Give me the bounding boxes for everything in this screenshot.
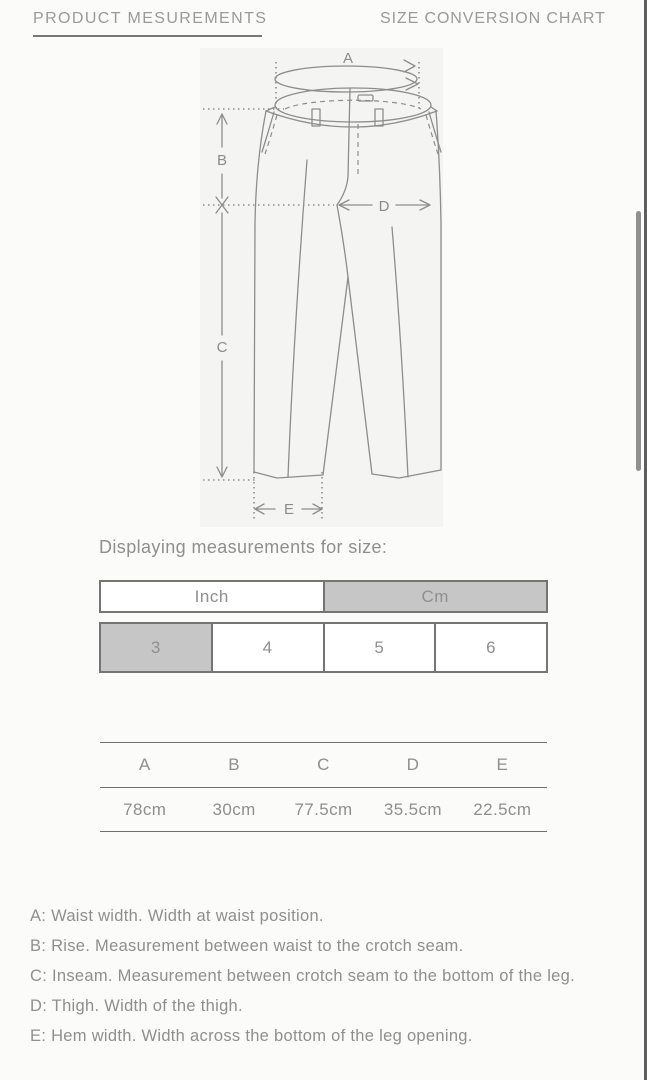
- right-hem: [372, 470, 441, 478]
- waistband-bottom-edge: [266, 111, 437, 127]
- value-hem: 22.5cm: [473, 799, 532, 819]
- legend-item-hem: E: Hem width. Width across the bottom of the leg opening.: [30, 1027, 473, 1045]
- rise-x-mark: [216, 197, 228, 213]
- value-inseam: 77.5cm: [294, 799, 353, 819]
- value-waist: 78cm: [123, 799, 167, 819]
- left-pocket-line: [262, 112, 274, 152]
- size-option-3[interactable]: 3: [99, 622, 213, 673]
- waist-arrowhead-top: [404, 60, 415, 72]
- legend-item-waist: A: Waist width. Width at waist position.: [30, 907, 324, 925]
- legend-item-thigh: D: Thigh. Width of the thigh.: [30, 997, 243, 1015]
- diagram-label-c: C: [216, 339, 228, 356]
- measurements-value-row: [100, 788, 547, 831]
- legend-item-inseam: C: Inseam. Measurement between crotch seam to the bottom of the leg.: [30, 967, 575, 985]
- measurements-table: [100, 742, 547, 832]
- size-selector: [99, 622, 548, 673]
- measurements-header-row: [100, 743, 547, 788]
- size-option-5[interactable]: 5: [323, 622, 437, 673]
- legend-item-rise: B: Rise. Measurement between waist to the crotch seam.: [30, 937, 464, 955]
- column-header-e: E: [496, 755, 509, 774]
- size-option-6[interactable]: 6: [434, 622, 548, 673]
- value-thigh: 35.5cm: [383, 799, 442, 819]
- diagram-label-e: E: [283, 501, 295, 518]
- window-edge: [644, 0, 647, 1080]
- tab-product-measurements[interactable]: PRODUCT MESUREMENTS: [33, 10, 268, 27]
- right-leg-crease: [392, 227, 408, 477]
- unit-option-cm[interactable]: Cm: [323, 580, 549, 613]
- size-option-4[interactable]: 4: [211, 622, 325, 673]
- value-rise: 30cm: [212, 799, 256, 819]
- size-prompt: Displaying measurements for size:: [99, 537, 388, 557]
- unit-selector: [99, 580, 548, 613]
- column-header-a: A: [138, 755, 151, 774]
- crotch-seam: [337, 205, 348, 277]
- belt-loop-right: [375, 109, 383, 126]
- tab-size-conversion-chart[interactable]: SIZE CONVERSION CHART: [380, 10, 606, 27]
- pants-diagram-svg: [200, 48, 443, 527]
- left-leg-crease: [288, 160, 307, 477]
- column-header-b: B: [228, 755, 240, 774]
- active-tab-underline: [33, 35, 262, 37]
- diagram-label-a: A: [342, 50, 354, 67]
- right-inner-seam: [348, 277, 372, 474]
- diagram-label-d: D: [378, 198, 390, 215]
- left-outer-seam: [254, 111, 266, 472]
- diagram-label-b: B: [216, 152, 228, 169]
- right-pocket-line: [429, 112, 441, 152]
- center-front-seam: [337, 89, 350, 205]
- column-header-d: D: [406, 755, 420, 774]
- pants-measurement-diagram: [200, 48, 443, 527]
- unit-option-inch[interactable]: Inch: [99, 580, 325, 613]
- waistband-top-rim: [275, 88, 431, 122]
- measurement-legend: [30, 901, 618, 1051]
- column-header-c: C: [317, 755, 330, 774]
- left-inner-seam: [323, 277, 348, 475]
- scrollbar-thumb[interactable]: [636, 211, 641, 471]
- right-outer-seam: [436, 111, 441, 470]
- waistband-back-seam: [285, 100, 421, 109]
